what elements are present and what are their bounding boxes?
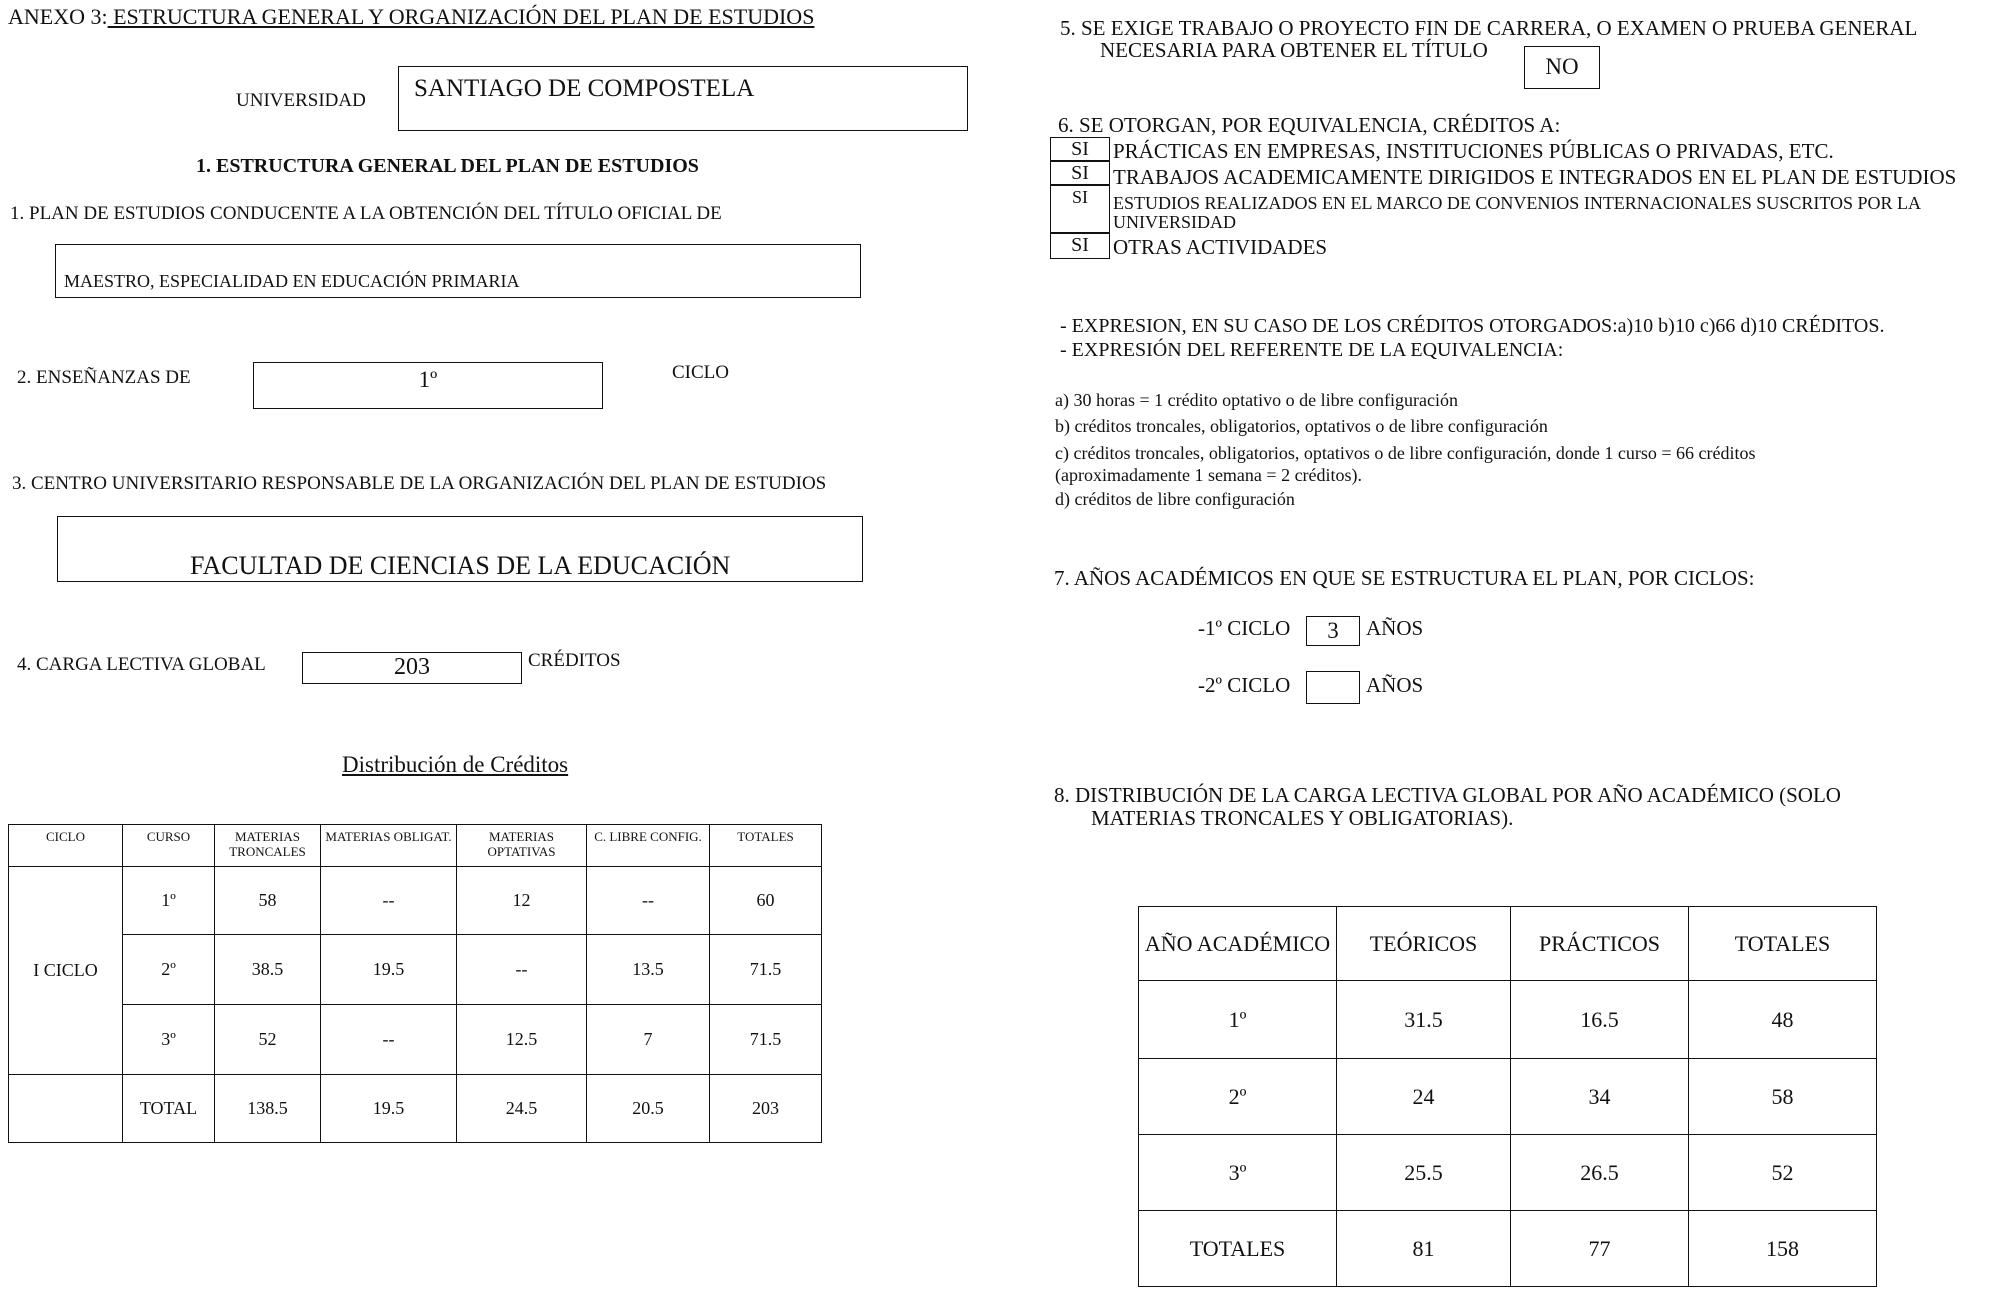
table-cell: 58 [215,867,321,935]
table-cell: -- [587,867,710,935]
distribution-title: Distribución de Créditos [342,752,569,777]
table-cell: 52 [1689,1135,1877,1211]
item2-label: 2. ENSEÑANZAS DE [17,367,191,388]
table-cell: 19.5 [321,935,457,1005]
table-header-row [1139,907,1877,981]
universidad-label: UNIVERSIDAD [236,90,366,111]
item4-value: 203 [394,654,430,680]
table-row [9,1005,822,1075]
col-header-ano: AÑO ACADÉMICO [1139,907,1337,981]
universidad-value: SANTIAGO DE COMPOSTELA [414,75,755,102]
universidad-field [398,66,968,131]
item3-label: 3. CENTRO UNIVERSITARIO RESPONSABLE DE LA ORGANIZACIÓN DEL PLAN DE ESTUDIOS [12,473,827,494]
ref-c-cont: (aproximadamente 1 semana = 2 créditos). [1055,465,1363,485]
table-row [1139,981,1877,1059]
table-cell: 13.5 [587,935,710,1005]
option-practicas: PRÁCTICAS EN EMPRESAS, INSTITUCIONES PÚBLICAS O PRIVADAS, ETC. [1113,139,1834,163]
ciclo1-label: -1º CICLO [1198,616,1291,640]
table-cell: 138.5 [215,1075,321,1143]
col-header-totales: TOTALES [710,825,822,867]
col-header-curso: CURSO [123,825,215,867]
table-cell: 31.5 [1337,981,1511,1059]
table-cell: 20.5 [587,1075,710,1143]
ciclo1-field [1306,616,1360,646]
item3-field [57,516,863,582]
table-row [9,935,822,1005]
table-cell: 158 [1689,1211,1877,1287]
table-cell: 3º [123,1005,215,1075]
table-cell: 38.5 [215,935,321,1005]
table-cell: 58 [1689,1059,1877,1135]
table-cell: 48 [1689,981,1877,1059]
option-convenios-cont: UNIVERSIDAD [1113,212,1236,232]
item1-field [55,244,861,298]
table-cell: TOTAL [123,1075,215,1143]
col-header-libre: C. LIBRE CONFIG. [587,825,710,867]
item1-label: 1. PLAN DE ESTUDIOS CONDUCENTE A LA OBTENCIÓN DEL TÍTULO OFICIAL DE [10,203,722,224]
ciclo1-years: AÑOS [1366,616,1424,640]
table-cell: -- [321,867,457,935]
item4-field [302,652,522,684]
item5-line1: 5. SE EXIGE TRABAJO O PROYECTO FIN DE CARRERA, O EXAMEN O PRUEBA GENERAL [1060,16,1918,40]
table-cell: -- [321,1005,457,1075]
ciclo2-label: -2º CICLO [1198,673,1291,697]
table-cell: -- [457,935,587,1005]
annex-prefix: ANEXO 3: [8,4,108,29]
table-cell: 81 [1337,1211,1511,1287]
table-cell: 7 [587,1005,710,1075]
table-cell: 77 [1511,1211,1689,1287]
table-cell: TOTALES [1139,1211,1337,1287]
table-cell: 25.5 [1337,1135,1511,1211]
option-otras: OTRAS ACTIVIDADES [1113,235,1328,259]
item5-field [1524,46,1600,89]
ref-b: b) créditos troncales, obligatorios, optativos o de libre configuración [1055,416,1548,436]
table-cell: 24 [1337,1059,1511,1135]
table-cell [9,1075,123,1143]
col-header-obligat: MATERIAS OBLIGAT. [321,825,457,867]
ciclo1-value: 3 [1327,618,1339,643]
ref-c: c) créditos troncales, obligatorios, optativos o de libre configuración, donde 1 curso = 66 créditos [1055,443,1756,463]
item5-line2: NECESARIA PARA OBTENER EL TÍTULO [1100,38,1488,62]
table-total-row [9,1075,822,1143]
table-cell: 24.5 [457,1075,587,1143]
col-header-totales: TOTALES [1689,907,1877,981]
table-cell: 71.5 [710,935,822,1005]
table-cell: 3º [1139,1135,1337,1211]
expresion-line1: - EXPRESION, EN SU CASO DE LOS CRÉDITOS OTORGADOS:a)10 b)10 c)66 d)10 CRÉDITOS. [1060,315,1885,337]
table-total-row [1139,1211,1877,1287]
option-convenios: ESTUDIOS REALIZADOS EN EL MARCO DE CONVENIOS INTERNACIONALES SUSCRITOS POR LA [1113,193,1922,213]
table-cell: 2º [1139,1059,1337,1135]
item4-suffix: CRÉDITOS [528,650,621,671]
col-header-optativas: MATERIAS OPTATIVAS [457,825,587,867]
item7-label: 7. AÑOS ACADÉMICOS EN QUE SE ESTRUCTURA EL PLAN, POR CICLOS: [1054,566,1755,590]
col-header-teoricos: TEÓRICOS [1337,907,1511,981]
annex-heading [8,4,814,30]
ref-a: a) 30 horas = 1 crédito optativo o de libre configuración [1055,390,1459,410]
table-cell: 16.5 [1511,981,1689,1059]
si-box-practicas: SI [1050,137,1110,161]
col-header-ciclo: CICLO [9,825,123,867]
expresion-line2: - EXPRESIÓN DEL REFERENTE DE LA EQUIVALENCIA: [1060,339,1564,361]
col-header-practicos: PRÁCTICOS [1511,907,1689,981]
table-cell: 12.5 [457,1005,587,1075]
ref-d: d) créditos de libre configuración [1055,489,1295,509]
item6-label: 6. SE OTORGAN, POR EQUIVALENCIA, CRÉDITOS A: [1058,113,1561,137]
table-cell: 203 [710,1075,822,1143]
table-cell: 26.5 [1511,1135,1689,1211]
ciclo2-years: AÑOS [1366,673,1424,697]
table-cell: 71.5 [710,1005,822,1075]
item5-value: NO [1545,54,1579,79]
table-row [9,867,822,935]
table-cell: 12 [457,867,587,935]
item8-line2: MATERIAS TRONCALES Y OBLIGATORIAS). [1091,806,1514,830]
table-cell: 52 [215,1005,321,1075]
item2-value: 1º [418,367,438,392]
option-trabajos: TRABAJOS ACADEMICAMENTE DIRIGIDOS E INTEGRADOS EN EL PLAN DE ESTUDIOS [1113,165,1957,189]
table-row [1139,1059,1877,1135]
table-cell: 19.5 [321,1075,457,1143]
table-cell: 1º [1139,981,1337,1059]
table-cell: 2º [123,935,215,1005]
table-header-row [9,825,822,867]
col-header-troncales: MATERIAS TRONCALES [215,825,321,867]
table-cell: 1º [123,867,215,935]
table-row [1139,1135,1877,1211]
credit-distribution-table [8,824,822,1143]
ciclo-cell: I CICLO [9,867,123,1075]
section-title: 1. ESTRUCTURA GENERAL DEL PLAN DE ESTUDIOS [196,155,699,177]
item8-line1: 8. DISTRIBUCIÓN DE LA CARGA LECTIVA GLOBAL POR AÑO ACADÉMICO (SOLO [1054,783,1841,807]
item2-suffix: CICLO [672,362,729,383]
item4-label: 4. CARGA LECTIVA GLOBAL [17,654,266,675]
annual-load-table [1138,906,1877,1287]
si-box-trabajos: SI [1050,161,1110,185]
annex-title: ESTRUCTURA GENERAL Y ORGANIZACIÓN DEL PLAN DE ESTUDIOS [107,4,815,29]
item2-field [253,362,603,409]
table-cell: 34 [1511,1059,1689,1135]
item3-value: FACULTAD DE CIENCIAS DE LA EDUCACIÓN [190,551,731,580]
table-cell: 60 [710,867,822,935]
ciclo2-field [1306,671,1360,704]
si-box-otras: SI [1050,233,1110,259]
item1-value: MAESTRO, ESPECIALIDAD EN EDUCACIÓN PRIMARIA [64,271,520,291]
si-box-convenios: SI [1050,185,1110,233]
